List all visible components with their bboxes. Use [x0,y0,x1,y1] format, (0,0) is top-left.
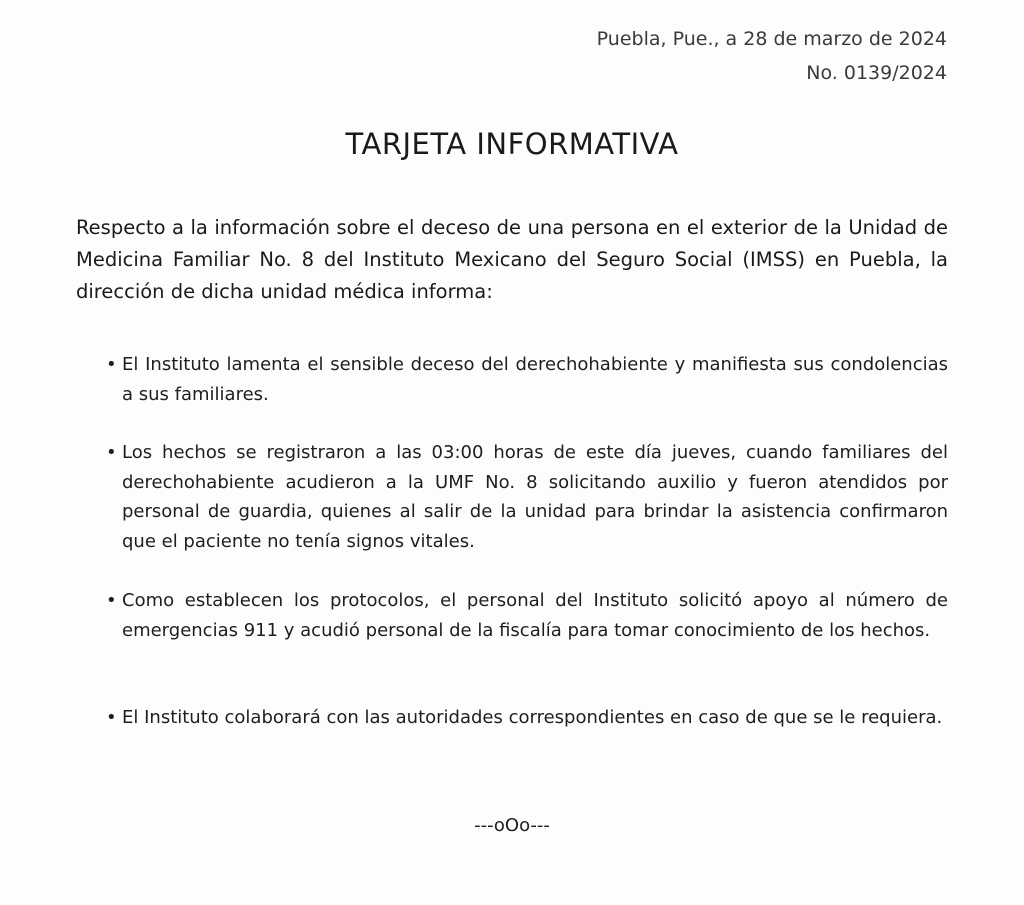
bullet-item [106,438,948,556]
document-date: Puebla, Pue., a 28 de marzo de 2024 [596,28,947,50]
bullet-marker: • [106,354,117,375]
bullet-text: Como establecen los protocolos, el personal del Instituto solicitó apoyo al número de emergencias 911 y acudió personal de la fiscalía para tomar conocimiento de los hechos. [122,590,948,641]
bullet-text: El Instituto lamenta el sensible deceso del derechohabiente y manifiesta sus condolencias a sus familiares. [122,354,948,405]
bullet-marker: • [106,442,117,463]
bullet-text: El Instituto colaborará con las autoridades correspondientes en caso de que se le requiera. [122,707,943,728]
bullet-text: Los hechos se registraron a las 03:00 horas de este día jueves, cuando familiares del derechohabiente acudieron a la UMF No. 8 solicitando auxilio y fueron atendidos por personal de guardia, quienes al salir de la unidad para brindar la asistencia confirmaron que el paciente no tenía signos vitales. [122,442,948,552]
document-number: No. 0139/2024 [806,62,947,84]
intro-paragraph: Respecto a la información sobre el deceso de una persona en el exterior de la Unidad de Medicina Familiar No. 8 del Instituto Mexicano del Seguro Social (IMSS) en Puebla, la dirección de dicha unidad médica informa: [76,216,948,303]
bullet-item [106,703,948,733]
bullet-marker: • [106,590,117,611]
bullet-item [106,350,948,409]
bullet-item [106,586,948,645]
bullet-marker: • [106,707,117,728]
document-title: TARJETA INFORMATIVA [345,127,679,161]
closing-mark: ---oOo--- [474,815,550,836]
